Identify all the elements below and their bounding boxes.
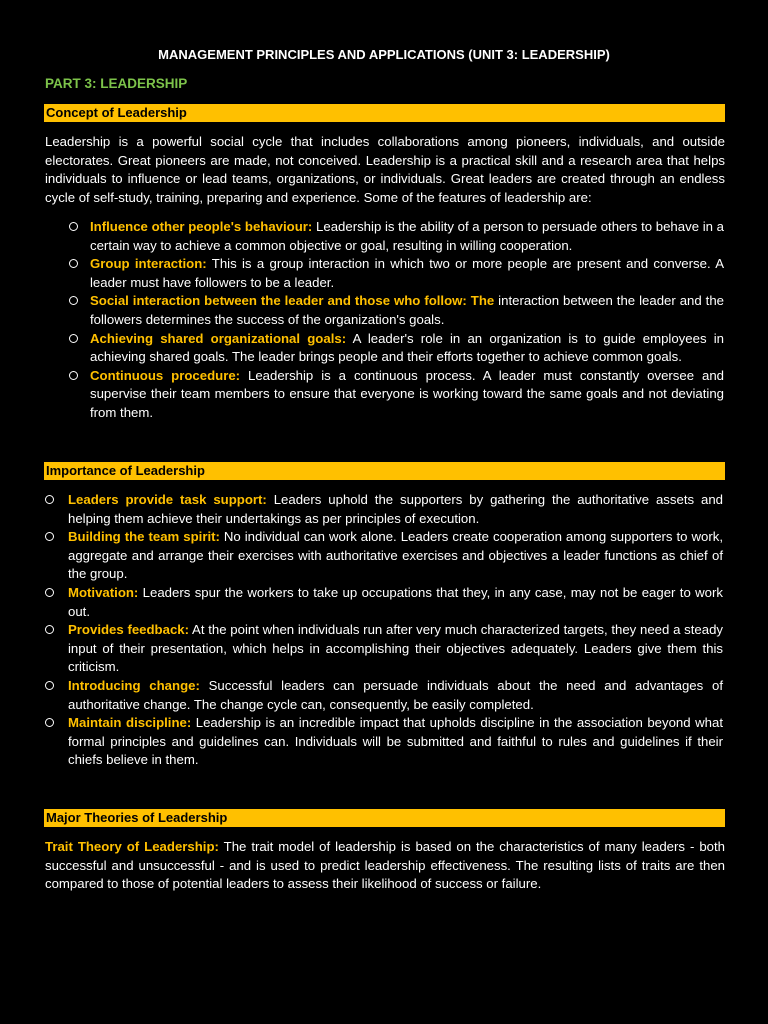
- feature-text: Leadership is a continuous process. A leader must constantly oversee and supervise their team members to ensure that everyone is working toward the same goals and not deviating from them.: [90, 367, 724, 420]
- circle-bullet-icon: [45, 588, 54, 597]
- feature-term: Continuous procedure:: [90, 367, 241, 383]
- list-item: [45, 621, 723, 677]
- section-heading-importance: Importance of Leadership: [44, 462, 725, 480]
- importance-term: Provides feedback:: [68, 622, 190, 638]
- feature-term: Group interaction:: [90, 256, 207, 272]
- feature-term: Achieving shared organizational goals:: [90, 330, 347, 346]
- trait-theory-term: Trait Theory of Leadership:: [45, 839, 219, 854]
- list-item: [45, 491, 723, 528]
- circle-bullet-icon: [45, 718, 54, 727]
- circle-bullet-icon: [45, 625, 54, 634]
- part-heading: PART 3: LEADERSHIP: [45, 76, 188, 91]
- list-item: [45, 584, 723, 621]
- section-heading-concept: Concept of Leadership: [44, 104, 725, 122]
- list-item: [45, 528, 723, 584]
- importance-text: Leadership is an incredible impact that upholds discipline in the association beyond what formal principles and guidelines can. Individuals will be submitted and faithful to rules and guidelines if their chiefs believe in them.: [68, 715, 723, 768]
- circle-bullet-icon: [69, 334, 78, 343]
- list-item: [45, 677, 723, 714]
- section-heading-theories: Major Theories of Leadership: [44, 809, 725, 827]
- feature-text: This is a group interaction in which two or more people are present and converse. A leader must have followers to be a leader.: [90, 256, 724, 290]
- feature-text: A leader's role in an organization is to guide employees in achieving shared goals. The leader brings people and their efforts together to achieve common goals.: [90, 330, 724, 365]
- importance-list: [45, 491, 723, 770]
- importance-term: Motivation:: [68, 584, 139, 600]
- circle-bullet-icon: [69, 296, 78, 305]
- circle-bullet-icon: [69, 222, 78, 231]
- list-item: [69, 255, 724, 292]
- trait-theory-paragraph: [45, 838, 725, 894]
- importance-term: Maintain discipline:: [68, 715, 192, 731]
- circle-bullet-icon: [45, 681, 54, 690]
- features-list: [69, 218, 724, 423]
- importance-text: No individual can work alone. Leaders create cooperation among supporters to work, aggregate and arrange their exercises with authoritative exercises and objectives a leader functions as chief of the group.: [68, 529, 723, 582]
- importance-term: Introducing change:: [68, 677, 200, 693]
- list-item: [69, 292, 724, 329]
- list-item: [45, 714, 723, 770]
- list-item: [69, 218, 724, 255]
- feature-text: interaction between the leader and the followers determines the success of the organization's goals.: [90, 293, 725, 327]
- circle-bullet-icon: [69, 259, 78, 268]
- importance-text: Successful leaders can persuade individuals about the need and advantages of authoritative change. The change cycle can, consequently, be easily completed.: [68, 677, 723, 712]
- circle-bullet-icon: [45, 495, 54, 504]
- importance-term: Leaders provide task support:: [68, 492, 267, 507]
- concept-intro-paragraph: Leadership is a powerful social cycle that includes collaborations among pioneers, individuals, and outside electorates. Great pioneers are made, not conceived. Leadership is a practical skill and a research area that helps individuals to influence or lead teams, organizations, or individuals. Great leaders are created through an endless cycle of self-study, training, preparing and experience. Some of the features of leadership are:: [45, 134, 725, 205]
- importance-text: At the point when individuals run after very much characterized targets, they need a steady input of their presentation, which helps in accomplishing their objectives adequately. Leaders give them this criticism.: [68, 622, 723, 675]
- importance-text: Leaders uphold the supporters by gathering the authoritative assets and helping them achieve their undertakings as per principles of execution.: [68, 492, 723, 526]
- trait-theory-text: The trait model of leadership is based on the characteristics of many leaders - both successful and unsuccessful - and is used to predict leadership effectiveness. The resulting lists of traits are then compared to those of potential leaders to assess their likelihood of success or failure.: [45, 839, 725, 892]
- feature-text: Leadership is the ability of a person to persuade others to behave in a certain way to achieve a common objective or goal, resulting in willing cooperation.: [90, 219, 725, 253]
- importance-term: Building the team spirit:: [68, 529, 220, 545]
- circle-bullet-icon: [69, 371, 78, 380]
- feature-term: Social interaction between the leader and those who follow: The: [90, 293, 495, 309]
- document-title: MANAGEMENT PRINCIPLES AND APPLICATIONS (UNIT 3: LEADERSHIP): [158, 47, 610, 62]
- circle-bullet-icon: [45, 532, 54, 541]
- list-item: [69, 330, 724, 367]
- feature-term: Influence other people's behaviour:: [90, 219, 313, 234]
- list-item: [69, 367, 724, 423]
- importance-text: Leaders spur the workers to take up occupations that they, in any case, may not be eager to work out.: [68, 584, 723, 619]
